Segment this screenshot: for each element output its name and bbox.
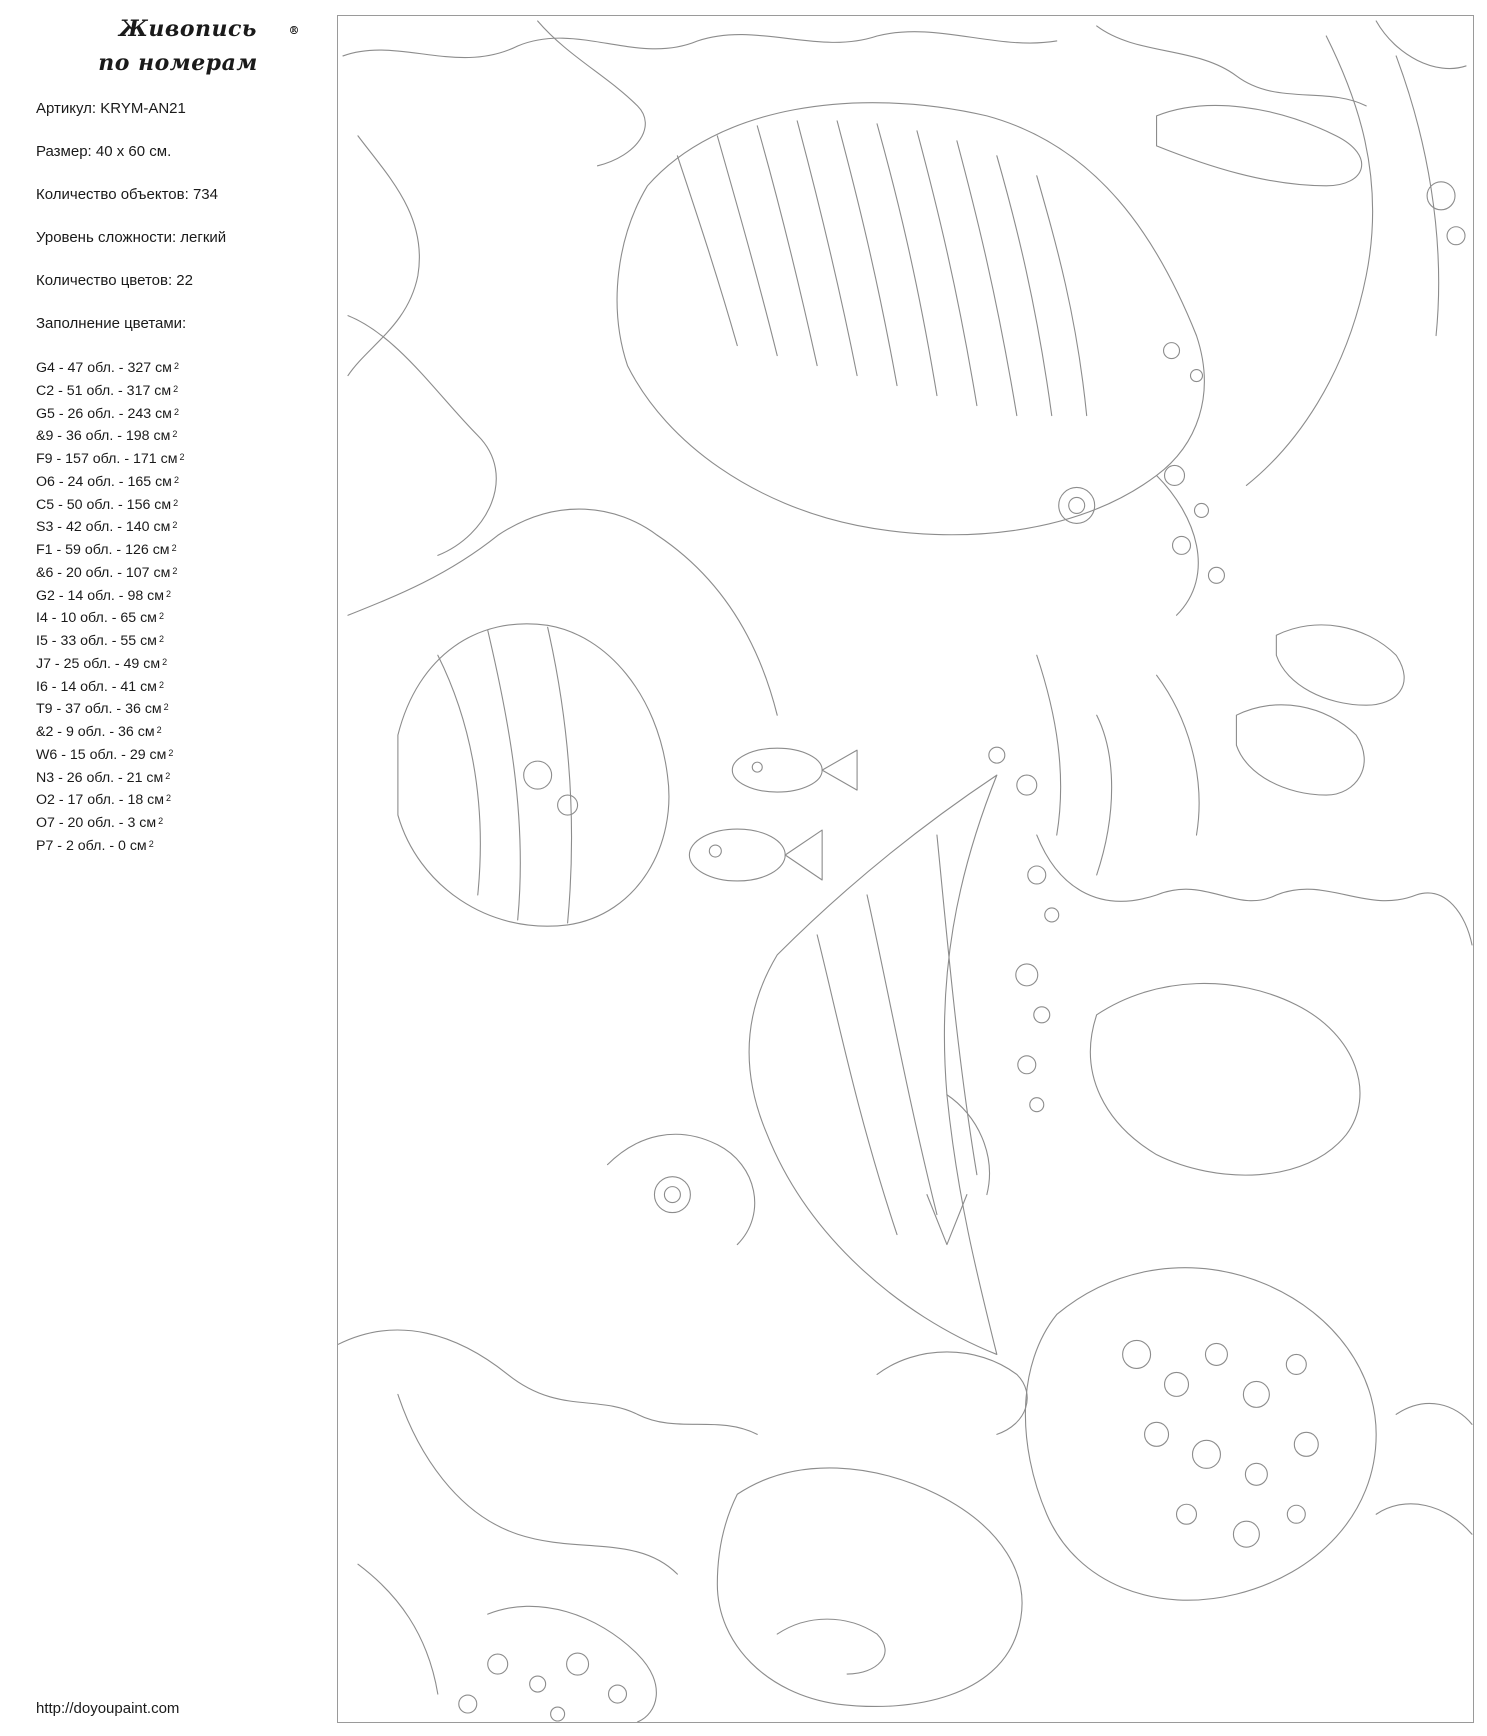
color-fill-row — [36, 722, 184, 745]
color-fill-row — [36, 836, 184, 859]
area-unit-superscript: 2 — [158, 611, 164, 622]
color-fill-text: O6 - 24 обл. - 165 см — [36, 473, 172, 490]
area-unit-superscript: 2 — [173, 497, 179, 508]
color-fill-row — [36, 426, 184, 449]
color-fill-text: I6 - 14 обл. - 41 см — [36, 678, 157, 695]
color-fill-text: &2 - 9 обл. - 36 см — [36, 724, 155, 740]
color-fill-row — [36, 472, 184, 495]
area-unit-superscript: 2 — [172, 520, 178, 531]
color-fill-text: I4 - 10 обл. - 65 см — [36, 610, 157, 627]
website-link[interactable]: http://doyoupaint.com — [36, 1700, 180, 1717]
color-fill-text: C2 - 51 обл. - 317 см — [36, 382, 172, 399]
area-unit-superscript: 2 — [166, 588, 172, 599]
color-fill-row — [36, 381, 184, 404]
color-fill-text: G2 - 14 обл. - 98 см — [36, 587, 165, 604]
area-unit-superscript: 2 — [158, 679, 164, 690]
area-unit-superscript: 2 — [173, 406, 179, 417]
registered-mark: ® — [288, 24, 300, 37]
difficulty-level: Уровень сложности: легкий — [36, 229, 227, 246]
coloring-canvas[interactable] — [337, 15, 1474, 1723]
color-fill-text: S3 - 42 обл. - 140 см — [36, 519, 171, 536]
color-fill-text: G5 - 26 обл. - 243 см — [36, 405, 172, 422]
brand-logo — [88, 12, 300, 80]
area-unit-superscript: 2 — [158, 816, 164, 826]
brand-line-2: по номерам — [98, 50, 258, 76]
color-fill-text: C5 - 50 обл. - 156 см — [36, 496, 172, 513]
area-unit-superscript: 2 — [148, 838, 154, 849]
area-unit-superscript: 2 — [166, 793, 172, 804]
color-fill-row — [36, 654, 184, 677]
color-fill-text: O2 - 17 обл. - 18 см — [36, 792, 165, 809]
area-unit-superscript: 2 — [165, 770, 171, 781]
color-fill-row — [36, 790, 184, 813]
color-fill-text: &9 - 36 обл. - 198 см — [36, 428, 171, 445]
color-fill-text: O7 - 20 обл. - 3 см — [36, 815, 157, 831]
color-fill-row — [36, 768, 184, 791]
color-fill-text: F1 - 59 обл. - 126 см — [36, 542, 170, 558]
color-fill-row — [36, 745, 184, 768]
color-fill-row — [36, 517, 184, 540]
area-unit-superscript: 2 — [162, 656, 168, 667]
color-fill-row — [36, 813, 184, 836]
canvas-size: Размер: 40 х 60 см. — [36, 143, 172, 160]
color-fill-text: G4 - 47 обл. - 327 см — [36, 360, 172, 376]
color-fill-text: J7 - 25 обл. - 49 см — [36, 655, 161, 672]
color-fill-text: N3 - 26 обл. - 21 см — [36, 769, 164, 786]
color-fill-list — [36, 358, 184, 859]
color-fill-row — [36, 404, 184, 427]
color-fill-row — [36, 540, 184, 563]
color-fill-row — [36, 449, 184, 472]
color-fill-row — [36, 677, 184, 700]
colors-count: Количество цветов: 22 — [36, 272, 193, 289]
sidebar — [0, 0, 320, 1736]
area-unit-superscript: 2 — [158, 634, 164, 644]
area-unit-superscript: 2 — [172, 429, 178, 440]
article-code: Артикул: KRYM-AN21 — [36, 100, 186, 117]
brand-line-1: Живопись — [119, 16, 257, 42]
area-unit-superscript: 2 — [171, 543, 177, 553]
color-fill-text: I5 - 33 обл. - 55 см — [36, 633, 157, 649]
color-fill-row — [36, 608, 184, 631]
color-fill-row — [36, 699, 184, 722]
area-unit-superscript: 2 — [156, 725, 162, 735]
fill-heading: Заполнение цветами: — [36, 315, 187, 332]
color-fill-row — [36, 358, 184, 381]
color-fill-row — [36, 586, 184, 609]
color-fill-row — [36, 631, 184, 654]
color-fill-row — [36, 563, 184, 586]
color-fill-text: P7 - 2 обл. - 0 см — [36, 837, 147, 854]
area-unit-superscript: 2 — [172, 565, 178, 576]
area-unit-superscript: 2 — [168, 747, 174, 758]
color-fill-text: W6 - 15 обл. - 29 см — [36, 746, 167, 763]
color-fill-text: T9 - 37 обл. - 36 см — [36, 701, 162, 718]
area-unit-superscript: 2 — [179, 452, 185, 462]
color-fill-text: F9 - 157 обл. - 171 см — [36, 451, 178, 467]
area-unit-superscript: 2 — [173, 361, 179, 371]
coloring-outline-drawing — [338, 16, 1473, 1722]
area-unit-superscript: 2 — [163, 702, 169, 713]
area-unit-superscript: 2 — [173, 474, 179, 485]
product-info — [36, 100, 226, 358]
color-fill-row — [36, 495, 184, 518]
color-fill-text: &6 - 20 обл. - 107 см — [36, 564, 171, 581]
area-unit-superscript: 2 — [173, 383, 179, 394]
objects-count: Количество объектов: 734 — [36, 186, 218, 203]
